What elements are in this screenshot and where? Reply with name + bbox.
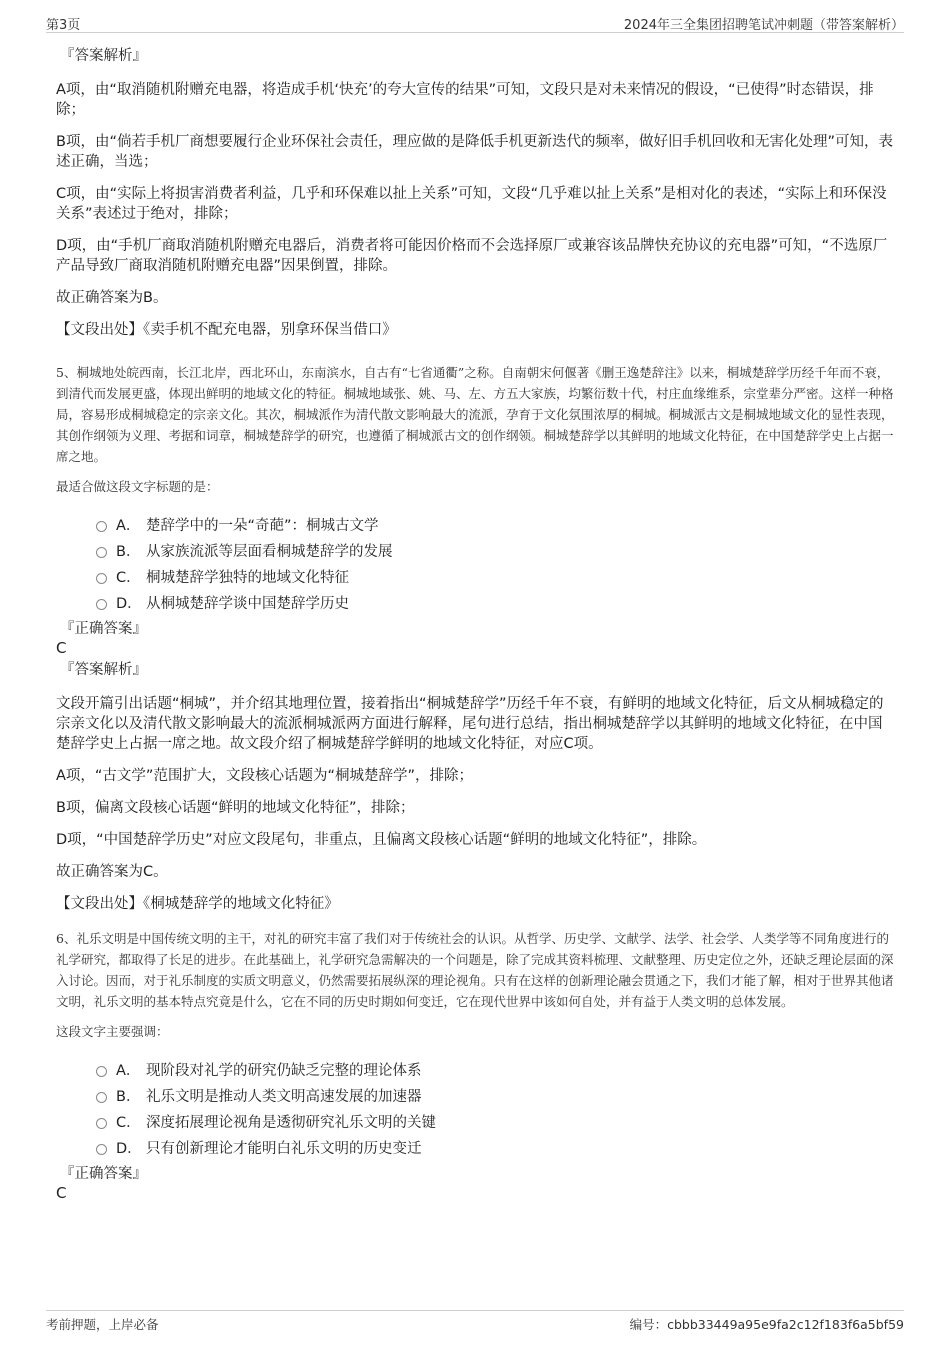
option-c[interactable] <box>96 1108 896 1134</box>
radio-icon[interactable] <box>96 1144 107 1155</box>
option-b[interactable] <box>96 1082 896 1108</box>
question-prompt: 最适合做这段文字标题的是： <box>56 479 219 494</box>
option-text: 楚辞学中的一朵“奇葩”：桐城古文学 <box>146 517 379 534</box>
option-text: 礼乐文明是推动人类文明高速发展的加速器 <box>146 1088 422 1105</box>
document-code: 编号：cbbb33449a95e9fa2c12f183f6a5bf59 <box>629 1317 904 1332</box>
radio-icon[interactable] <box>96 1118 107 1129</box>
page-footer <box>46 1310 904 1335</box>
option-letter: C． <box>116 1114 141 1131</box>
radio-icon[interactable] <box>96 521 107 532</box>
option-text: 从家族流派等层面看桐城楚辞学的发展 <box>146 543 393 560</box>
radio-icon[interactable] <box>96 1092 107 1103</box>
analysis-paragraph: B项，由“倘若手机厂商想要履行企业环保社会责任，理应做的是降低手机更新迭代的频率，做好旧手机回收和无害化处理”可知，表述正确，当选； <box>56 134 893 170</box>
document-title: 2024年三全集团招聘笔试冲刺题（带答案解析） <box>623 18 904 33</box>
analysis-label: 『答案解析』 <box>60 662 147 678</box>
option-letter: D． <box>116 1140 142 1157</box>
page-content <box>56 46 896 1203</box>
radio-icon[interactable] <box>96 1066 107 1077</box>
correct-answer-label: 『正确答案』 <box>60 621 147 637</box>
analysis-paragraph: D项，“中国楚辞学历史”对应文段尾句，非重点，且偏离文段核心话题“鲜明的地域文化特征”，排除。 <box>56 832 707 848</box>
option-a[interactable] <box>96 511 896 537</box>
correct-answer: C <box>56 639 67 657</box>
question-stem: 6、礼乐文明是中国传统文明的主干，对礼的研究丰富了我们对于传统社会的认识。从哲学、历史学、文献学、法学、社会学、人类学等不同角度进行的礼学研究，都取得了长足的进步。在此基础上，礼学研究急需解决的一个问题是，除了完成其资料梳理、文献整理、历史定位之外，还缺乏理论层面的深入讨论。因而，对于礼乐制度的实质文明意义，仍然需要拓展纵深的理论视角。只有在这样的创新理论融会贯通之下，我们才能了解，相对于世界其他诸文明，礼乐文明的基本特点究竟是什么，它在不同的历史时期如何变迁，它在现代世界中该如何自处，并有益于人类文明的总体发展。 <box>56 931 894 1009</box>
footer-slogan: 考前押题，上岸必备 <box>46 1317 159 1332</box>
option-text: 深度拓展理论视角是透彻研究礼乐文明的关键 <box>146 1114 436 1131</box>
option-letter: C． <box>116 569 141 586</box>
analysis-label: 『答案解析』 <box>60 48 147 64</box>
options-list <box>96 511 896 615</box>
analysis-paragraph: C项，由“实际上将损害消费者利益，几乎和环保难以扯上关系”可知，文段“几乎难以扯上关系”是相对化的表述，“实际上和环保没关系”表述过于绝对，排除； <box>56 186 887 222</box>
option-d[interactable] <box>96 1134 896 1160</box>
option-letter: A． <box>116 1062 141 1079</box>
analysis-conclusion: 故正确答案为B。 <box>56 290 168 306</box>
option-d[interactable] <box>96 589 896 615</box>
option-text: 现阶段对礼学的研究仍缺乏完整的理论体系 <box>146 1062 422 1079</box>
radio-icon[interactable] <box>96 599 107 610</box>
page-number: 第3页 <box>46 18 81 33</box>
option-c[interactable] <box>96 563 896 589</box>
question-stem: 5、桐城地处皖西南，长江北岸，西北环山，东南滨水，自古有“七省通衢”之称。自南朝宋何偃著《删王逸楚辞注》以来，桐城楚辞学历经千年而不衰，到清代而发展更盛，体现出鲜明的地域文化的特征。桐城地域张、姚、马、左、方五大家族，均繁衍数十代，村庄血缘维系，宗堂辈分严密。这样一种格局，容易形成桐城稳定的宗亲文化。其次，桐城派作为清代散文影响最大的流派，孕育于文化氛围浓厚的桐城。桐城派古文是桐城地域文化的显性表现，其创作纲领为义理、考据和词章，桐城楚辞学的研究，也遵循了桐城派古文的创作纲领。桐城楚辞学以其鲜明的地域文化特征，在中国楚辞学史上占据一席之地。 <box>56 365 894 464</box>
option-letter: B． <box>116 1088 141 1105</box>
page-header <box>46 12 904 33</box>
option-letter: B． <box>116 543 141 560</box>
radio-icon[interactable] <box>96 547 107 558</box>
correct-answer-label: 『正确答案』 <box>60 1166 147 1182</box>
question-prompt: 这段文字主要强调： <box>56 1024 169 1039</box>
radio-icon[interactable] <box>96 573 107 584</box>
analysis-paragraph: A项，“古文学”范围扩大，文段核心话题为“桐城楚辞学”，排除； <box>56 768 473 784</box>
options-list <box>96 1056 896 1160</box>
analysis-paragraph: B项，偏离文段核心话题“鲜明的地域文化特征”，排除； <box>56 800 415 816</box>
correct-answer: C <box>56 1184 67 1202</box>
option-b[interactable] <box>96 537 896 563</box>
analysis-paragraph: A项，由“取消随机附赠充电器，将造成手机‘快充’的夸大宣传的结果”可知，文段只是对未来情况的假设，“已使得”时态错误，排除； <box>56 82 874 118</box>
source-citation: 【文段出处】《桐城楚辞学的地域文化特征》 <box>56 896 339 912</box>
option-a[interactable] <box>96 1056 896 1082</box>
option-letter: A． <box>116 517 141 534</box>
option-text: 桐城楚辞学独特的地域文化特征 <box>146 569 349 586</box>
analysis-conclusion: 故正确答案为C。 <box>56 864 168 880</box>
analysis-paragraph: 文段开篇引出话题“桐城”，并介绍其地理位置，接着指出“桐城楚辞学”历经千年不衰，有鲜明的地域文化特征，后文从桐城稳定的宗亲文化以及清代散文影响最大的流派桐城派两方面进行解释，尾句进行总结，指出桐城楚辞学以其鲜明的地域文化特征，在中国楚辞学史上占据一席之地。故文段介绍了桐城楚辞学鲜明的地域文化特征，对应C项。 <box>56 696 884 752</box>
option-text: 从桐城楚辞学谈中国楚辞学历史 <box>146 595 349 612</box>
source-citation: 【文段出处】《卖手机不配充电器，别拿环保当借口》 <box>56 322 397 338</box>
option-letter: D． <box>116 595 142 612</box>
analysis-paragraph: D项，由“手机厂商取消随机附赠充电器后，消费者将可能因价格而不会选择原厂或兼容该品牌快充协议的充电器”可知，“不选原厂产品导致厂商取消随机附赠充电器”因果倒置，排除。 <box>56 238 888 274</box>
option-text: 只有创新理论才能明白礼乐文明的历史变迁 <box>146 1140 422 1157</box>
